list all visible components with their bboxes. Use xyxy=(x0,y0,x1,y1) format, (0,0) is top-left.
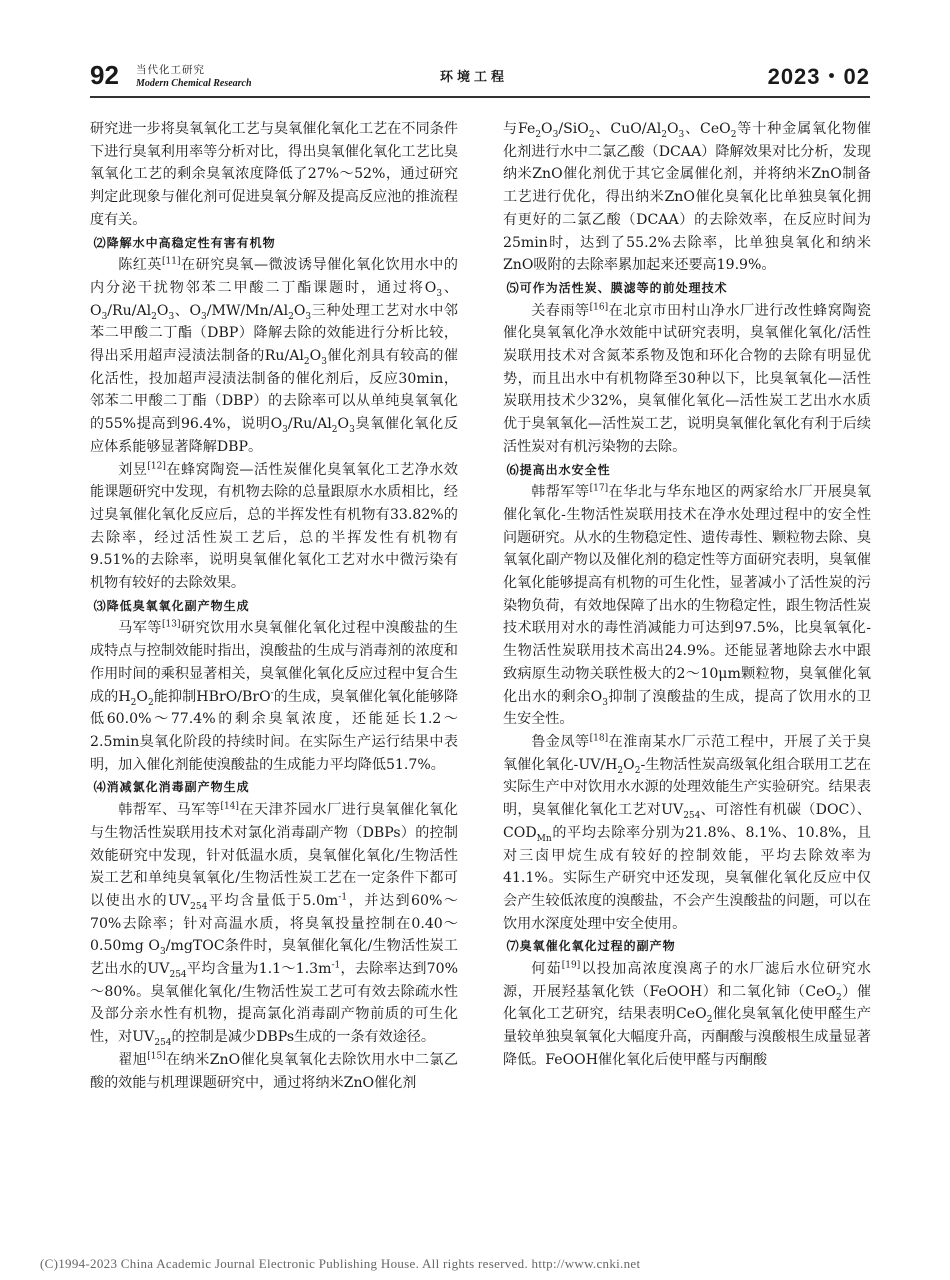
paragraph: 韩帮军等[17]在华北与华东地区的两家给水厂开展臭氧催化氧化-生物活性炭联用技术在净水处理过程中的安全性问题研究。从水的生物稳定性、遗传毒性、颗粒物去除、臭氧氧化副产物以及催化剂的稳定性等方面研究表明，臭氧催化氧化能够提高有机物的可生化性，显著减小了活性炭的污染物负荷，有效地保障了出水的生物稳定性，跟生物活性炭技术联用对水的毒性消减能力可达到97.5%，比臭氧氧化-生物活性炭联用技术高出24.9%。还能显著地除去水中跟致病原生动物关联性极大的2～10μm颗粒物，臭氧催化氧化出水的剩余$O_3$抑制了溴酸盐的生成，提高了饮用水的卫生安全性。 xyxy=(503,483,872,728)
section-heading: ⑺臭氧催化氧化过程的副产物 xyxy=(506,939,676,954)
section-heading: ⑶降低臭氧氧化副产物生成 xyxy=(93,598,250,613)
journal-name-cn: 当代化工研究 xyxy=(136,64,205,76)
page-header xyxy=(90,60,870,92)
paragraph: 翟旭[15]在纳米ZnO催化臭氧氧化去除饮用水中二氯乙酸的效能与机理课题研究中，通过将纳米ZnO催化剂 xyxy=(90,1051,458,1091)
page-number: 92 xyxy=(90,60,119,90)
paragraph: 与$Fe_2O_3/SiO_2$、CuO/$Al_2O_3$、CeO$_2$等十种金属氧化物催化剂进行水中二氯乙酸（DCAA）降解效果对比分析，发现纳米ZnO催化剂优于其它金属催化剂，并将纳米ZnO制备工艺进行优化，得出纳米ZnO催化臭氧化比单独臭氧化拥有更好的二氯乙酸（DCAA）的去除效率，在反应时间为25min时，达到了55.2%去除率，比单独臭氧化和纳米ZnO吸附的去除率累加起来还要高19.9%。 xyxy=(503,121,871,274)
journal-name xyxy=(136,62,252,89)
paragraph: 马军等[13]研究饮用水臭氧催化氧化过程中溴酸盐的生成特点与控制效能时指出，溴酸盐的生成与消毒剂的浓度和作用时间的乘积显著相关，臭氧催化氧化反应过程中复合生成的$H_2O_2$能抑制HBrO/BrO-的生成，臭氧催化氧化能够降低60.0%～77.4%的剩余臭氧浓度，还能延长1.2～2.5min臭氧化阶段的持续时间。在实际生产运行结果中表明，加入催化剂能使溴酸盐的生成能力平均降低51.7%。 xyxy=(90,619,459,773)
section-heading: ⑷消减氯化消毒副产物生成 xyxy=(93,780,250,795)
paragraph: 关春雨等[16]在北京市田村山净水厂进行改性蜂窝陶瓷催化臭氧氧化净水效能中试研究表明，臭氧催化氧化/活性炭联用技术对含氮苯系物及饱和环化合物的去除有明显优势，而且出水中有机物降至30种以下，比臭氧氧化—活性炭联用技术少32%，臭氧催化氧化—活性炭工艺出水水质优于臭氧氧化—活性炭工艺，说明臭氧催化氧化有利于后续活性炭对有机污染物的去除。 xyxy=(503,301,872,455)
paragraph: 鲁金凤等[18]在淮南某水厂示范工程中，开展了关于臭氧催化氧化$-UV/H_2O_2-$生物活性炭高级氧化组合联用工艺在实际生产中对饮用水水源的处理效能生产实验研究。结果表明，臭氧催化氧化工艺对$UV_{254}$、可溶性有机碳（DOC）、$COD_{Mn}$的平均去除率分别为21.8%、8.1%、10.8%，且对三卤甲烷生成有较好的控制效能，平均去除效率为41.1%。实际生产研究中还发现，臭氧催化氧化反应中仅会产生较低浓度的溴酸盐，不会产生溴酸盐的问题，可以在饮用水深度处理中安全使用。 xyxy=(503,733,872,932)
paragraph: 韩帮军、马军等[14]在天津芥园水厂进行臭氧催化氧化与生物活性炭联用技术对氯化消毒副产物（DBPs）的控制效能研究中发现，针对低温水质，臭氧催化氧化/生物活性炭工艺和单纯臭氧氧化/生物活性炭工艺在一定条件下都可以使出水的$UV_{254}$平均含量低于$5.0m^{-1}$，并达到60%～70%去除率；针对高温水质，将臭氧投量控制在0.40～0.50mg $O_3$/mgTOC条件时，臭氧催化氧化/生物活性炭工艺出水的$UV_{254}$平均含量为$1.1\sim 1.3m^{-1}$，去除率达到70%～80%。臭氧催化氧化/生物活性炭工艺可有效去除疏水性及部分亲水性有机物，提高氯化消毒副产物前质的可生化性，对$UV_{254}$的控制是减少DBPs生成的一条有效途径。 xyxy=(90,801,459,1048)
paragraph: 研究进一步将臭氧氧化工艺与臭氧催化氧化工艺在不同条件下进行臭氧利用率等分析对比，得出臭氧催化氧化工艺比臭氧氧化工艺的剩余臭氧浓度降低了27%～52%，通过研究判定此现象与催化剂可促进臭氧分解及提高反应池的推流程度有关。 xyxy=(90,121,458,228)
journal-name-en: Modern Chemical Research xyxy=(136,78,252,89)
copyright-footer: (C)1994-2023 China Academic Journal Electronic Publishing House. All rights reserved. http://www.cnki.net xyxy=(40,1256,641,1271)
left-column xyxy=(90,118,458,1094)
paragraph: 何茹[19]以投加高浓度溴离子的水厂滤后水位研究水源，开展羟基氧化铁（FeOOH）和二氧化铈（CeO$_2$）催化氧化工艺研究，结果表明CeO$_2$催化臭氧氧化使甲醛生产量较单独臭氧氧化大幅度升高，丙酮酸与溴酸根生成量显著降低。FeOOH催化氧化后使甲醛与丙酮酸 xyxy=(503,960,872,1068)
issue-number: 2023・02 xyxy=(767,64,870,89)
section-title: 环境工程 xyxy=(440,70,509,85)
header-rule xyxy=(90,96,870,98)
right-column xyxy=(503,118,871,1072)
paragraph: 刘昱[12]在蜂窝陶瓷—活性炭催化臭氧氧化工艺净水效能课题研究中发现，有机物去除的总量跟原水水质相比，经过臭氧催化氧化反应后，总的半挥发性有机物有33.82%的去除率，经过活性炭工艺后，总的半挥发性有机物有9.51%的去除率，说明臭氧催化氧化工艺对水中微污染有机物有较好的去除效果。 xyxy=(90,460,459,592)
section-heading: ⑸可作为活性炭、膜滤等的前处理技术 xyxy=(506,280,728,295)
paragraph: 陈红英[11]在研究臭氧—微波诱导催化氧化饮用水中的内分泌干扰物邻苯二甲酸二丁酯课题时，通过将$O_3$、$O_3/Ru/Al_2O_3$、$O_3/MW/Mn/Al_2O_3$三种处理工艺对水中邻苯二甲酸二丁酯（DBP）降解去除的效能进行分析比较，得出采用超声浸渍法制备的$Ru/Al_2O_3$催化剂具有较高的催化活性，投加超声浸渍法制备的催化剂后，反应30min，邻苯二甲酸二丁酯（DBP）的去除率可以从单纯臭氧氧化的55%提高到96.4%，说明$O_3/Ru/Al_2O_3$臭氧催化氧化反应体系能够显著降解DBP。 xyxy=(90,256,459,455)
section-heading: ⑵降解水中高稳定性有害有机物 xyxy=(93,235,276,250)
section-heading: ⑹提高出水安全性 xyxy=(506,462,611,477)
